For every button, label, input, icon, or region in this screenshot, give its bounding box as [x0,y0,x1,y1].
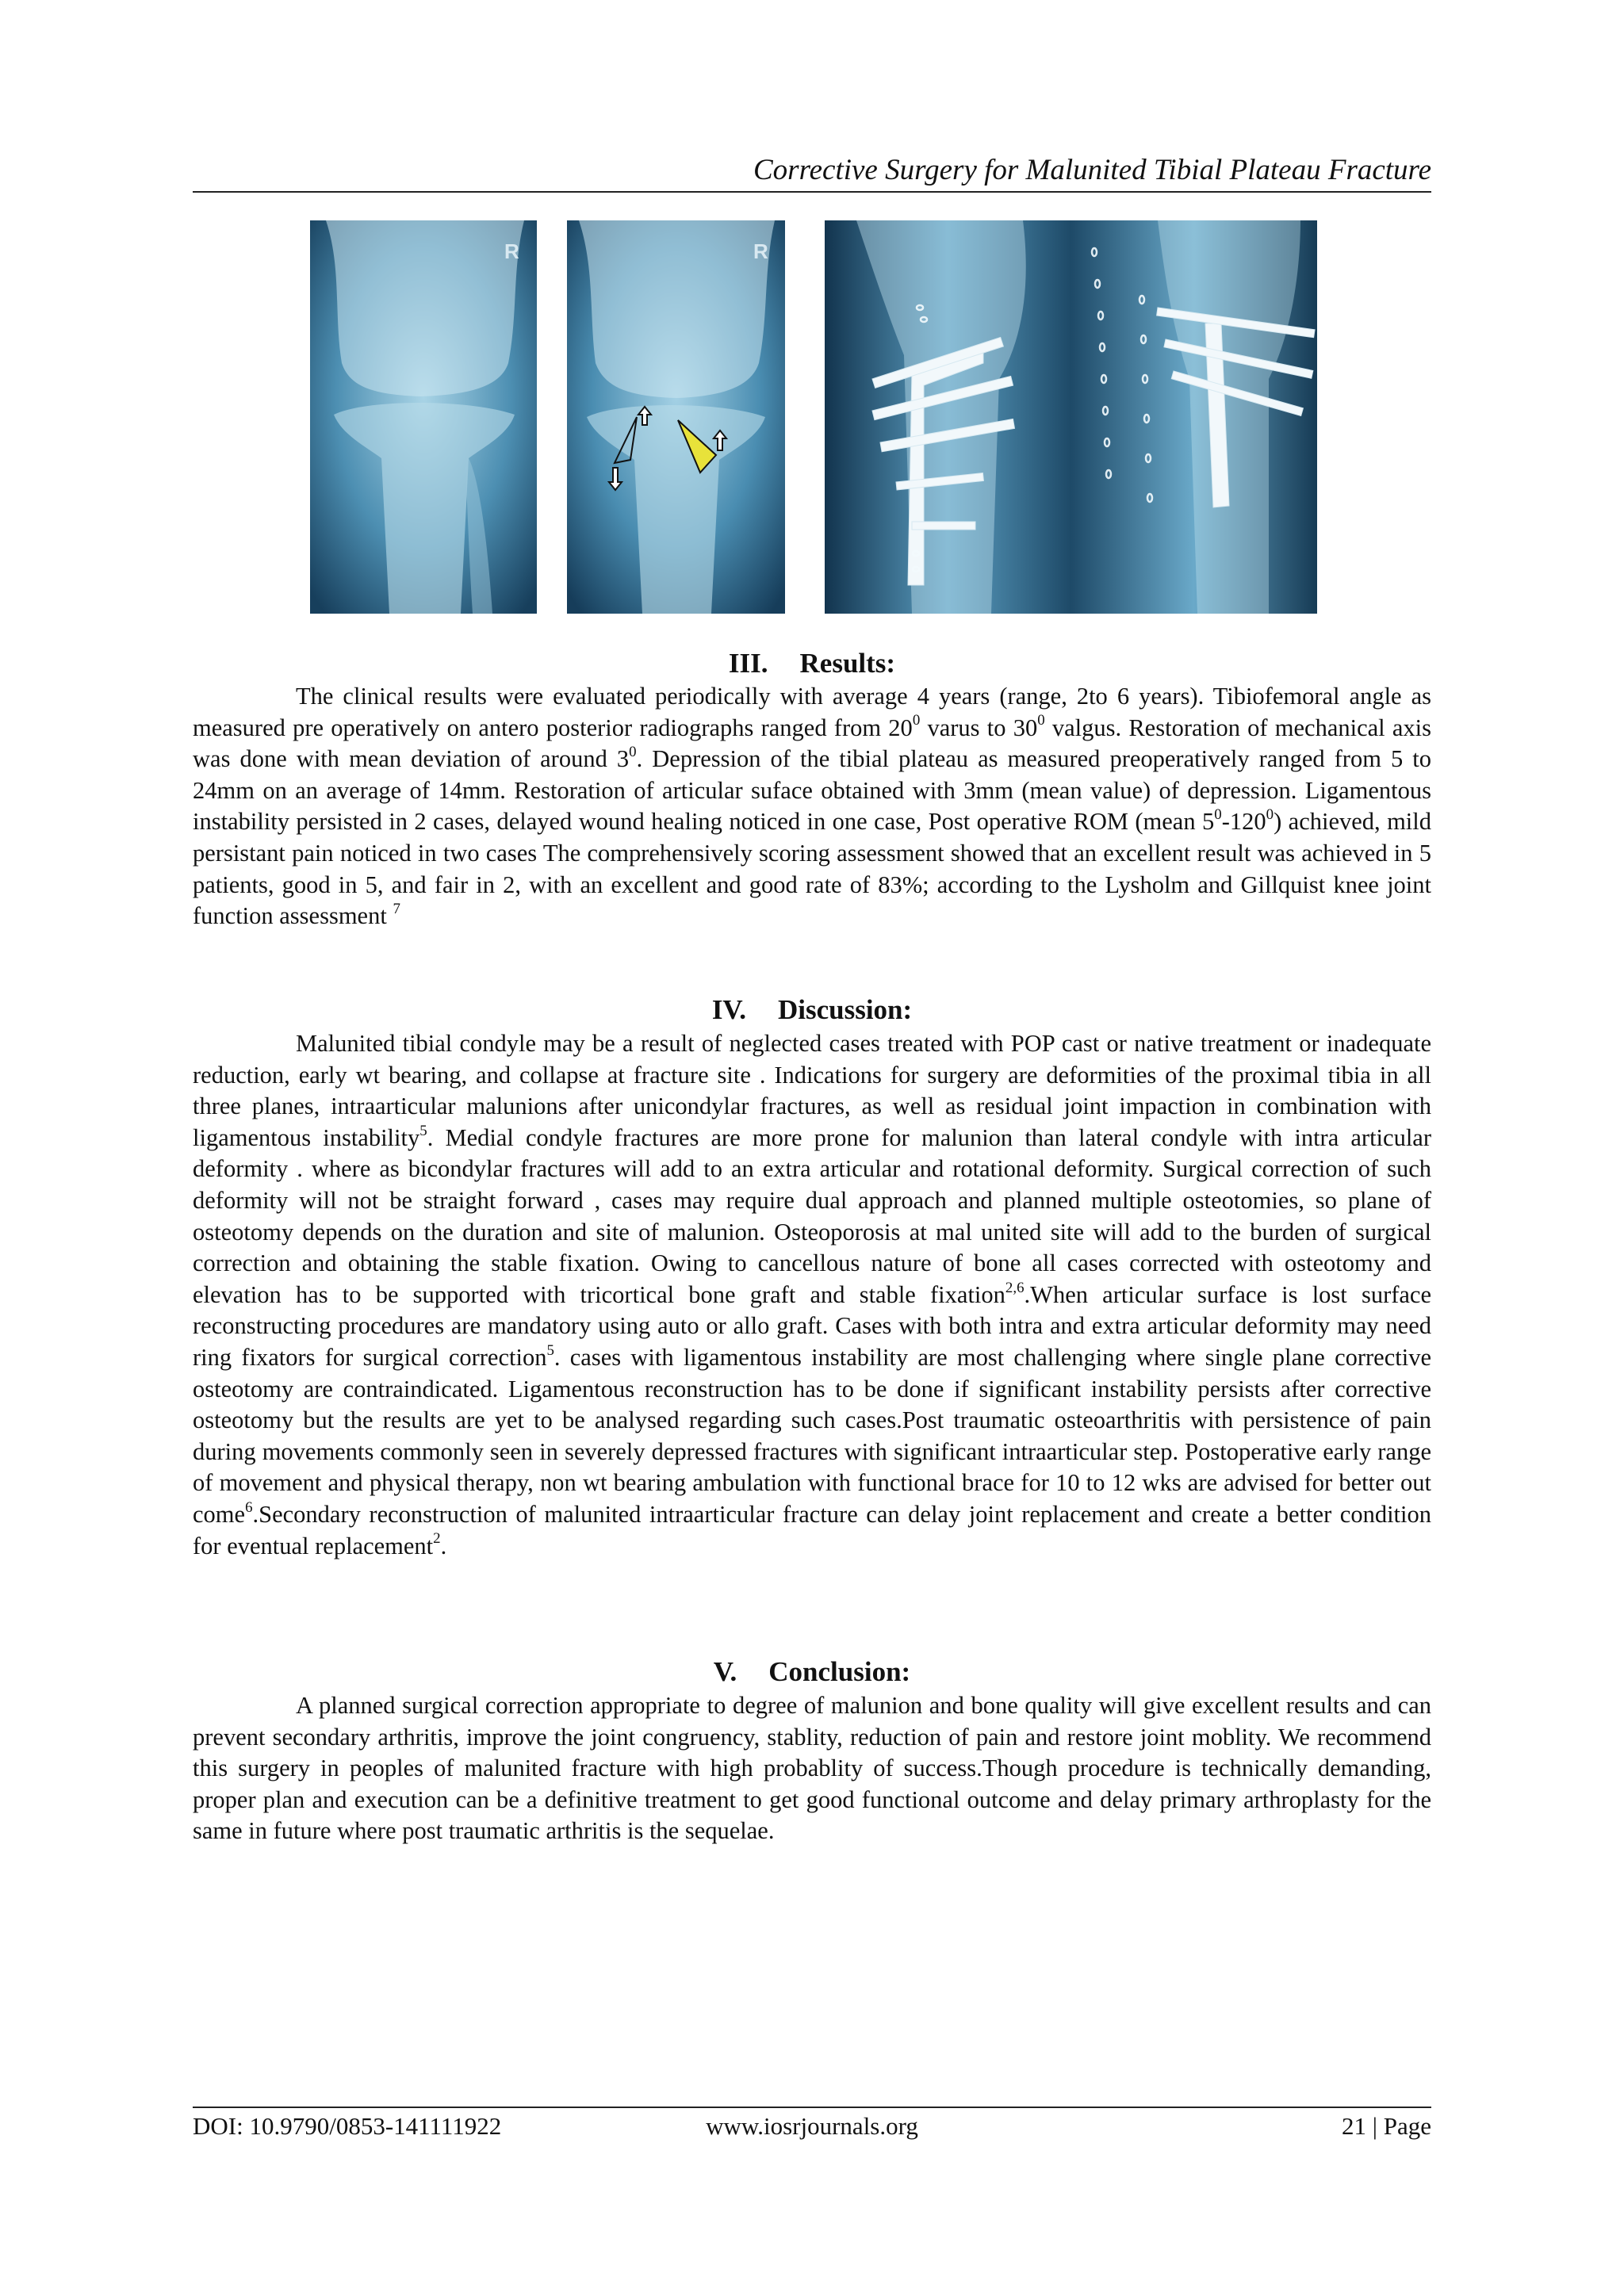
section-number: IV. [711,994,746,1025]
section-title: Discussion: [777,994,913,1025]
xray-preop-annotated [567,220,785,614]
paragraph: Malunited tibial condyle may be a result of neglected cases treated with POP cast or native treatment or inadequate reduction, early wt bearing, and collapse at fracture site . Indications for surgery are deformities of the proximal tibia in all three planes, intraarticular malunions after unicondylar fractures, as well as residual joint impaction in combination with ligamentous instability$^5$. Medial condyle fractures are more prone for malunion than lateral condyle with intra articular deformity . where as bicondylar fractures will add to an extra articular and rotational deformity. Surgical correction of such deformity will not be straight forward , cases may require dual approach and planned multiple osteotomies, so plane of osteotomy depends on the duration and site of malunion. Osteoporosis at mal united site will add to the burden of surgical correction and obtaining the stable fixation. Owing to cancellous nature of bone all cases corrected with osteotomy and elevation has to be supported with tricortical bone graft and stable fixation$^{2,6}$.When articular surface is lost surface reconstructing procedures are mandatory using auto or allo graft. Cases with both intra and extra articular deformity may need ring fixators for surgical correction$^5$. cases with ligamentous instability are most challenging where single plane corrective osteotomy are contraindicated. Ligamentous reconstruction has to be done if significant instability persists after corrective osteotomy but the results are yet to be analysed regarding such cases.Post traumatic osteoarthritis with persistence of pain during movements commonly seen in severely depressed fractures with significant intraarticular step. Postoperative early range of movement and physical therapy, non wt bearing ambulation with functional brace for 10 to 12 wks are advised for better out come$^6$.Secondary reconstruction of malunited intraarticular fracture can delay joint replacement and create a better condition for eventual replacement$^2$. [193,1030,1431,1559]
footer-rule [193,2107,1431,2108]
section-title: Conclusion: [768,1656,911,1687]
paragraph: The clinical results were evaluated periodically with average 4 years (range, 2to 6 years). Tibiofemoral angle as measured pre operatively on antero posterior radiographs ranged from $20^0$ varus to $30^0$ valgus. Restoration of mechanical axis was done with mean deviation of around $3^0$. Depression of the tibial plateau as measured preoperatively ranged from 5 to 24mm on an average of 14mm. Restoration of articular suface obtained with 3mm (mean value) of depression. Ligamentous instability persisted in 2 cases, delayed wound healing noticed in one case, Post operative ROM (mean $5^0-120^0$) achieved, mild persistant pain noticed in two cases The comprehensively scoring assessment showed that an excellent result was achieved in 5 patients, good in 5, and fair in 2, with an excellent and good rate of 83%; according to the Lysholm and Gillquist knee joint function assessment $^7$ [193,683,1432,930]
section-body-results [193,681,1431,932]
running-title: Corrective Surgery for Malunited Tibial Plateau Fracture [753,154,1431,186]
header-rule [193,191,1431,193]
section-number: III. [728,648,768,679]
paragraph: A planned surgical correction appropriate to degree of malunion and bone quality will give excellent results and can prevent secondary arthritis, improve the joint congruency, stablity, reduction of pain and restore joint moblity. We recommend this surgery in peoples of malunited fracture with high probablity of success.Though procedure is technically demanding, proper plan and execution can be a definitive treatment to get good functional outcome and delay primary arthroplasty for the same in future where post traumatic arthritis is the sequelae. [193,1692,1431,1845]
footer-doi: DOI: 10.9790/0853-141111922 [193,2112,502,2140]
section-title: Results: [799,648,896,679]
xray-postop-fixation [825,220,1317,614]
footer-website-link[interactable]: www.iosrjournals.org [706,2112,918,2140]
xray-preop-ap [310,220,537,614]
section-heading-results [193,646,1431,681]
section-number: V. [713,1656,737,1687]
section-body-discussion [193,1028,1431,1562]
xray-marker-r: R [504,239,519,263]
section-heading-conclusion [193,1655,1431,1689]
page-footer [193,2110,1431,2142]
footer-page-number: 21 | Page [1342,2112,1431,2140]
section-body-conclusion [193,1690,1431,1847]
section-heading-discussion [193,993,1431,1027]
xray-marker-r: R [753,239,768,263]
